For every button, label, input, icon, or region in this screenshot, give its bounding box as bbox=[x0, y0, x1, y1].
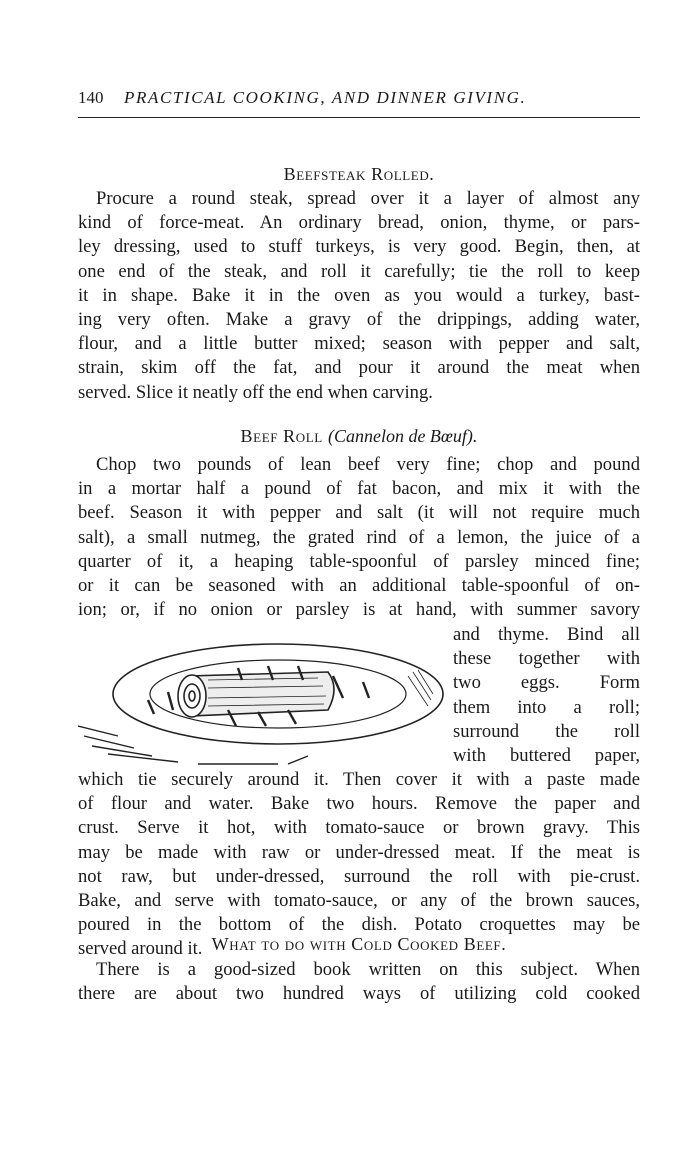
text-line: one end of the steak, and roll it carefully; tie the roll to keep bbox=[78, 260, 640, 282]
text-line: salt), a small nutmeg, the grated rind of a lemon, the juice of a bbox=[78, 526, 640, 548]
text-line: ion; or, if no onion or parsley is at hand, with summer savory bbox=[78, 599, 640, 621]
text-line: strain, skim off the fat, and pour it around the meat when bbox=[78, 357, 640, 379]
text-beside-illustration bbox=[453, 623, 640, 768]
text-line: there are about two hundred ways of utilizing cold cooked bbox=[78, 983, 640, 1005]
text-line: ing very often. Make a gravy of the drippings, adding water, bbox=[78, 308, 640, 330]
roll-body bbox=[188, 672, 334, 716]
text-line: of flour and water. Bake two hours. Remove the paper and bbox=[78, 793, 640, 815]
text-line: ley dressing, used to stuff turkeys, is very good. Begin, then, at bbox=[78, 236, 640, 258]
text-line: There is a good-sized book written on this subject. When bbox=[96, 959, 640, 980]
beef-roll-illustration bbox=[78, 636, 448, 776]
text-line: and thyme. Bind all bbox=[453, 624, 640, 645]
section-heading-beefsteak-rolled: Beefsteak Rolled. bbox=[283, 164, 435, 184]
text-line: Bake, and serve with tomato-sauce, or any of the brown sauces, bbox=[78, 889, 640, 911]
running-header bbox=[78, 88, 640, 112]
text-line: surround the roll bbox=[453, 720, 640, 742]
text-line: which tie securely around it. Then cover it with a paste made bbox=[78, 769, 640, 790]
text-line: them into a roll; bbox=[453, 696, 640, 718]
heading-text: Beef Roll bbox=[240, 426, 323, 446]
text-line: poured in the bottom of the dish. Potato croquettes may be bbox=[78, 914, 640, 936]
running-title: PRACTICAL COOKING, AND DINNER GIVING. bbox=[124, 88, 527, 107]
section-heading-cold-cooked-beef: What to do with Cold Cooked Beef. bbox=[211, 934, 507, 954]
text-line: in a mortar half a pound of fat bacon, and mix it with the bbox=[78, 478, 640, 500]
text-line: Procure a round steak, spread over it a layer of almost any bbox=[96, 188, 640, 209]
text-line: quarter of it, a heaping table-spoonful of parsley minced fine; bbox=[78, 550, 640, 572]
text-line: with buttered paper, bbox=[453, 744, 640, 766]
paragraph-cold-cooked-beef bbox=[78, 958, 640, 1006]
text-line: not raw, but under-dressed, surround the roll with pie-crust. bbox=[78, 865, 640, 887]
text-line: these together with bbox=[453, 648, 640, 670]
text-line: or it can be seasoned with an additional table-spoonful of on- bbox=[78, 574, 640, 596]
text-line: served. Slice it neatly off the end when carving. bbox=[78, 381, 433, 403]
header-rule bbox=[78, 117, 640, 118]
paragraph-beef-roll bbox=[78, 453, 640, 622]
section-heading-beef-roll bbox=[78, 426, 640, 447]
paragraph-beef-roll-continued bbox=[78, 768, 640, 962]
page-number: 140 bbox=[78, 88, 104, 107]
text-line: served around it. bbox=[78, 938, 203, 960]
text-line: Chop two pounds of lean beef very fine; chop and pound bbox=[96, 454, 640, 475]
heading-italic: (Cannelon de Bœuf). bbox=[327, 426, 478, 446]
text-line: two eggs. Form bbox=[453, 672, 640, 694]
text-line: flour, and a little butter mixed; season with pepper and salt, bbox=[78, 333, 640, 355]
roll-end bbox=[178, 675, 206, 717]
paragraph-beefsteak-rolled bbox=[78, 187, 640, 405]
text-line: beef. Season it with pepper and salt (it will not require much bbox=[78, 502, 640, 524]
text-line: it in shape. Bake it in the oven as you would a turkey, bast- bbox=[78, 284, 640, 306]
text-line: may be made with raw or under-dressed meat. If the meat is bbox=[78, 841, 640, 863]
text-line: crust. Serve it hot, with tomato-sauce or brown gravy. This bbox=[78, 817, 640, 839]
text-line: kind of force-meat. An ordinary bread, onion, thyme, or pars- bbox=[78, 212, 640, 234]
